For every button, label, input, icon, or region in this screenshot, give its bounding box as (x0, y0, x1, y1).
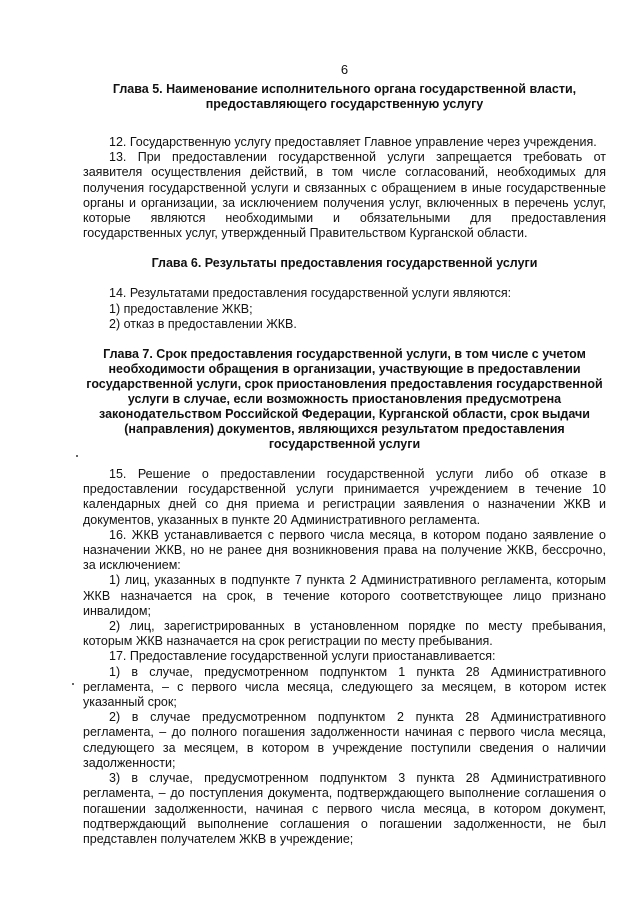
chapter-7-heading: Глава 7. Срок предоставления государственной услуги, в том числе с учетом необходимости обращения в организации, участвующие в предоставлении государственной услуги, срок приостановления предоставления государственной услуги в случае, если возможность приостановления предусмотрена законодательством Российской Федерации, Курганской области, срок выдачи (направления) документов, являющихся результатом предоставления государственной услуги (86, 347, 603, 452)
page-content (83, 62, 606, 847)
scan-speck (72, 683, 74, 685)
paragraph-15: 15. Решение о предоставлении государственной услуги либо об отказе в предоставлении государственной услуги принимается учреждением в течение 10 календарных дней со дня приема и регистрации заявления о назначении ЖКВ и документов, указанных в пункте 20 Административного регламента. (83, 467, 606, 527)
paragraph-16-item-2: 2) лиц, зарегистрированных в установленном порядке по месту пребывания, которым ЖКВ назначается на срок регистрации по месту пребывания. (83, 619, 606, 649)
page-number: 6 (340, 62, 349, 77)
paragraph-12: 12. Государственную услугу предоставляет Главное управление через учреждения. (109, 135, 597, 149)
paragraph-17-item-1: 1) в случае, предусмотренном подпунктом 1 пункта 28 Административного регламента, – с первого числа месяца, следующего за месяцем, в котором истек указанный срок; (83, 664, 606, 710)
chapter-6-heading: Глава 6. Результаты предоставления государственной услуги (151, 256, 538, 271)
paragraph-16-item-1: 1) лиц, указанных в подпункте 7 пункта 2 Административного регламента, которым ЖКВ назначается на срок, в течение которого соответствующее лицо признано инвалидом; (83, 573, 606, 618)
paragraph-14-item-1: 1) предоставление ЖКВ; (109, 301, 253, 316)
paragraph-14: 14. Результатами предоставления государственной услуги являются: (109, 286, 512, 301)
paragraph-13: 13. При предоставлении государственной услуги запрещается требовать от заявителя осуществления действий, в том числе согласований, необходимых для получения государственной услуги и связанных с обращением в иные государственные органы и организации, за исключением получения услуг, включенных в перечень услуг, которые являются необходимыми и обязательными для предоставления государственных услуг, утвержденный Правительством Курганской области. (83, 150, 606, 241)
paragraph-16: 16. ЖКВ устанавливается с первого числа месяца, в котором подано заявление о назначении ЖКВ, но не ранее дня возникновения права на получение ЖКВ, бессрочно, за исключением: (83, 527, 606, 573)
scan-speck (76, 455, 78, 457)
paragraph-17-item-3: 3) в случае, предусмотренном подпунктом 3 пункта 28 Административного регламента, – до поступления документа, подтверждающего выполнение соглашения о погашении задолженности, начиная с первого числа месяца, в котором документ, подтверждающий выполнение соглашения о погашении задолженности, не был представлен получателем ЖКВ в учреждение; (83, 771, 606, 846)
paragraph-14-item-2: 2) отказ в предоставлении ЖКВ. (109, 316, 297, 331)
paragraph-17-item-2: 2) в случае предусмотренном подпунктом 2 пункта 28 Административного регламента, – до полного погашения задолженности начиная с первого числа месяца, следующего за месяцем, в котором в учреждение поступили сведения о наличии задолженности; (83, 710, 606, 770)
chapter-5-heading: Глава 5. Наименование исполнительного органа государственной власти, предоставляющего государственную услугу (112, 82, 577, 111)
paragraph-17: 17. Предоставление государственной услуги приостанавливается: (109, 649, 496, 664)
